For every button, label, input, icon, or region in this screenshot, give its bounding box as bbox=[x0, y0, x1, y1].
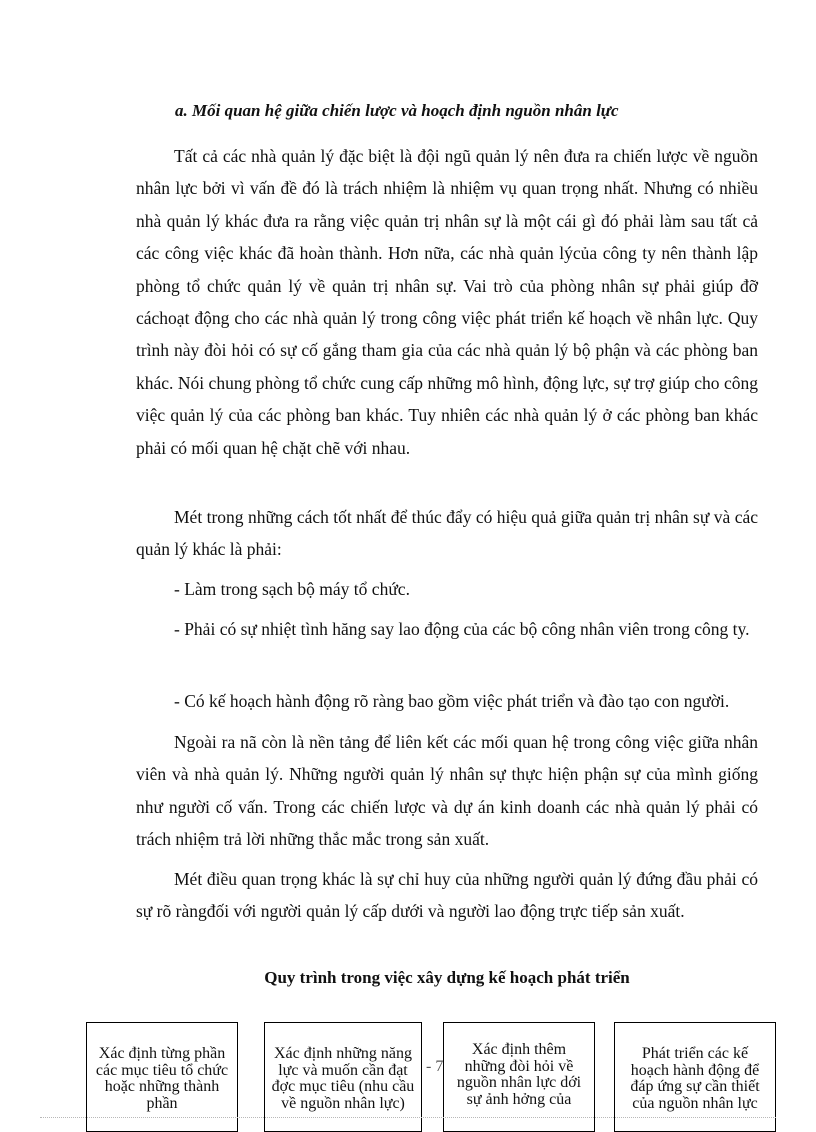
bullet-action-plan: - Có kế hoạch hành động rõ ràng bao gồm việc phát triển và đào tạo con người. bbox=[174, 691, 730, 711]
process-box-1 bbox=[86, 1022, 238, 1132]
paragraph-foundation: Ngoài ra nã còn là nền tảng để liên kết các mối quan hệ trong công việc giữa nhân viên và nhà quản lý. Những người quản lý nhân sự thực hiện phận sự của mình giống như người cố vấn. Trong các chiến lược và dự án kinh doanh các nhà quản lý phải có trách nhiệm trả lời những thắc mắc trong sản xuất. bbox=[136, 732, 758, 850]
page-bottom-divider bbox=[40, 1117, 776, 1120]
connector-arrow-mark: - 7 bbox=[426, 1058, 444, 1075]
process-box-3-text: Xác định thêm những đòi hỏi về nguồn nhân lực dới sự ảnh hởng của bbox=[456, 1041, 582, 1108]
bullet-clean-organization: - Làm trong sạch bộ máy tổ chức. bbox=[174, 579, 410, 599]
process-box-2 bbox=[264, 1022, 422, 1132]
paragraph-leadership: Mét điều quan trọng khác là sự chỉ huy của những người quản lý đứng đầu phải có sự rõ ràngđối với người quản lý cấp dưới và người lao động trực tiếp sản xuất. bbox=[136, 869, 758, 922]
process-box-4-text: Phát triển các kế hoạch hành động để đáp ứng sự cần thiết của nguồn nhân lực bbox=[630, 1045, 760, 1112]
bullet-enthusiasm: - Phải có sự nhiệt tình hăng say lao động của các bộ công nhân viên trong công ty. bbox=[174, 619, 750, 639]
process-box-4 bbox=[614, 1022, 776, 1132]
process-box-3 bbox=[443, 1022, 595, 1132]
paragraph-strategy-hr: Tất cả các nhà quản lý đặc biệt là đội ngũ quản lý nên đưa ra chiến lược về nguồn nhân lực bởi vì vấn đề đó là trách nhiệm là nhiệm vụ quan trọng nhất. Nhưng có nhiều nhà quản lý khác đưa ra rằng việc quản trị nhân sự là một cái gì đó phải làm sau tất cả các công việc khác đã hoàn thành. Hơn nữa, các nhà quản lýcủa công ty nên thành lập phòng tổ chức quản lý về quản trị nhân sự. Vai trò của phòng nhân sự phải giúp đỡ cáchoạt động cho các nhà quản lý trong công việc phát triển kế hoạch về nhân lực. Quy trình này đòi hỏi có sự cố gắng tham gia của các nhà quản lý bộ phận và các phòng ban khác. Nói chung phòng tổ chức cung cấp những mô hình, động lực, sự trợ giúp cho công việc quản lý của các phòng ban khác. Tuy nhiên các nhà quản lý ở các phòng ban khác phải có mối quan hệ chặt chẽ với nhau. bbox=[136, 146, 758, 458]
process-box-2-text: Xác định những năng lực và muốn cần đạt đợc mục tiêu (nhu cầu về nguồn nhân lực) bbox=[271, 1045, 415, 1112]
paragraph-best-ways: Mét trong những cách tốt nhất để thúc đẩy có hiệu quả giữa quản trị nhân sự và các quản lý khác là phải: bbox=[136, 507, 758, 560]
process-box-1-text: Xác định từng phần các mục tiêu tổ chức hoặc những thành phần bbox=[95, 1045, 229, 1112]
diagram-caption: Quy trình trong việc xây dựng kế hoạch phát triển bbox=[264, 968, 630, 987]
section-heading: a. Mối quan hệ giữa chiến lược và hoạch định nguồn nhân lực bbox=[175, 101, 619, 120]
